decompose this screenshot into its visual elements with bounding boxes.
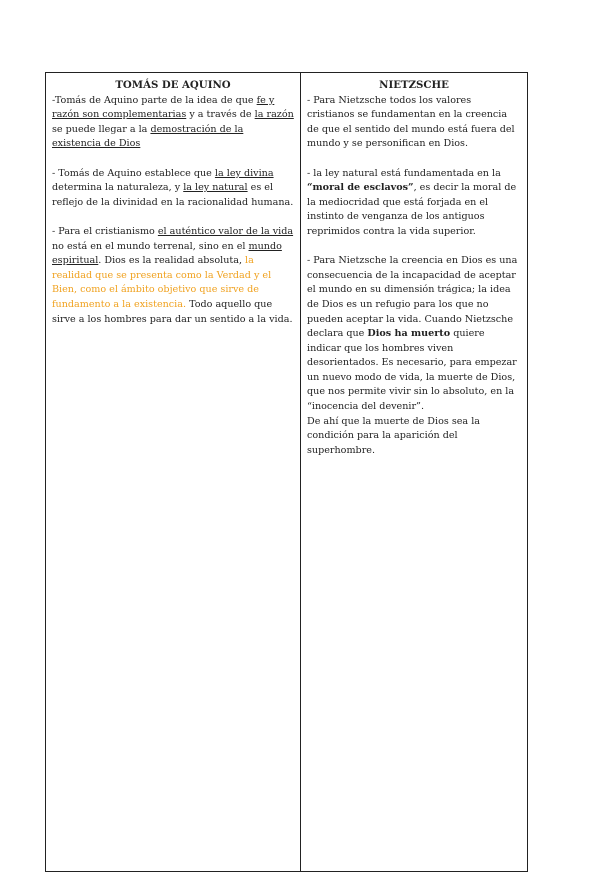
text-run: - la ley natural está fundamentada en la [307, 167, 501, 179]
nietzsche-paragraph-1: - Para Nietzsche todos los valores cristianos se fundamentan en la creencia de que el sentido del mundo está fuera del mundo y se personifican en Dios. [307, 94, 515, 150]
comparison-table [45, 72, 528, 872]
underlined-phrase: la ley divina [214, 167, 274, 179]
text-run: , es decir la moral de la mediocridad que está forjada en el instinto de venganza de los antiguos reprimidos contra la vida superior. [307, 182, 517, 237]
text-run: . Dios es la realidad absoluta, [98, 255, 246, 267]
text-run: De ahí que la muerte de Dios sea la condición para la aparición del superhombre. [307, 415, 480, 456]
text-run: Todo aquello que sirve a los hombres para dar un sentido a la vida. [52, 298, 293, 325]
underlined-phrase: fe y razón son complementarias [52, 94, 275, 121]
nietzsche-column [301, 73, 528, 872]
nietzsche-paragraph-3 [307, 254, 521, 458]
text-run: y a través de [186, 109, 255, 121]
text-run: - Para el cristianismo [52, 225, 158, 237]
nietzsche-paragraph-2 [307, 167, 521, 240]
text-run: -Tomás de Aquino parte de la idea de que [52, 94, 257, 106]
underlined-phrase: mundo espiritual [52, 240, 282, 267]
bold-phrase: “moral de esclavos” [307, 182, 414, 194]
text-run: determina la naturaleza, y [52, 182, 184, 194]
text-run: - Para Nietzsche la creencia en Dios es una consecuencia de la incapacidad de aceptar el mundo en su dimensión trágica; la idea de Dios es un refugio para los que no pueden aceptar la vida. Cuando Nietzsche declara que [307, 255, 518, 340]
aquinas-column [46, 73, 301, 872]
underlined-phrase: la razón [254, 109, 294, 121]
aquinas-paragraph-2 [52, 167, 294, 211]
underlined-phrase: la ley natural [183, 182, 248, 194]
highlighted-phrase: la realidad que se presenta como la Verdad y el Bien, como el ámbito objetivo que sirve de fundamento a la existencia. [52, 255, 272, 310]
nietzsche-heading: NIETZSCHE [379, 79, 449, 91]
text-run: - Tomás de Aquino establece que [52, 167, 215, 179]
underlined-phrase: demostración de la existencia de Dios [52, 123, 244, 150]
underlined-phrase: el auténtico valor de la vida [157, 225, 294, 237]
aquinas-paragraph-1 [52, 94, 294, 152]
text-run: no está en el mundo terrenal, sino en el [52, 240, 249, 252]
text-run: es el reflejo de la divinidad en la racionalidad humana. [52, 182, 294, 208]
aquinas-paragraph-3 [52, 225, 294, 327]
aquinas-heading: TOMÁS DE AQUINO [115, 79, 231, 91]
text-run: quiere indicar que los hombres viven desorientados. Es necesario, para empezar un nuevo modo de vida, la muerte de Dios, que nos permite vivir sin lo absoluto, en la “inocencia del devenir”. [307, 328, 517, 413]
text-run: se puede llegar a la [52, 123, 151, 135]
bold-phrase: Dios ha muerto [367, 328, 451, 340]
table-row [46, 73, 528, 872]
